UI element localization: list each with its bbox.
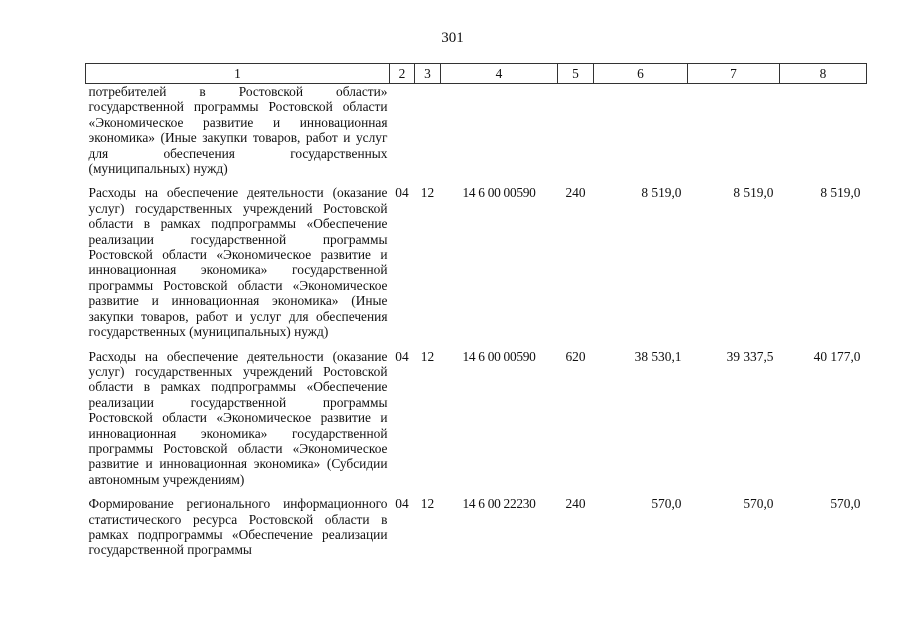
ministry-code: 04	[395, 185, 409, 201]
amount-year-1	[594, 84, 688, 186]
column-header: 1	[86, 64, 390, 84]
page-number: 301	[441, 30, 464, 46]
target-article-code: 14 6 00 22230	[462, 496, 536, 512]
column-header: 4	[441, 64, 558, 84]
column-header: 5	[558, 64, 594, 84]
expense-type-code	[558, 84, 594, 186]
table-row	[86, 496, 867, 567]
target-article-code: 14 6 00 00590	[462, 348, 536, 364]
expense-type-code: 240	[565, 185, 586, 201]
amount-year-2: 570,0	[743, 496, 774, 512]
section-code: 12	[420, 185, 435, 201]
amount-year-2: 39 337,5	[726, 348, 774, 364]
amount-year-2	[688, 84, 780, 186]
ministry-code	[390, 84, 415, 186]
table-row	[86, 185, 867, 348]
column-header: 7	[688, 64, 780, 84]
column-header: 8	[780, 64, 867, 84]
amount-year-1: 570,0	[651, 496, 682, 512]
section-code	[415, 84, 441, 186]
table-row	[86, 84, 867, 186]
row-description: Расходы на обеспечение деятельности (оказание услуг) государственных учреждений Ростовской области в рамках подпрограммы «Обеспечение реализации государственной программы Ростовской области «Экономическое развитие и инновационная экономика» государственной программы Ростовской области «Экономическое развитие и инновационная экономика» (Субсидии автономным учреждениям)	[88, 348, 388, 487]
amount-year-1: 38 530,1	[634, 348, 682, 364]
target-article-code: 14 6 00 00590	[462, 185, 536, 201]
table-row	[86, 349, 867, 497]
row-description: Формирование регионального информационного статистического ресурса Ростовской области в рамках подпрограммы «Обеспечение реализации государственной программы	[88, 496, 388, 558]
target-article-code	[441, 84, 558, 186]
amount-year-3: 570,0	[830, 496, 861, 512]
expense-type-code: 240	[565, 496, 586, 512]
expense-type-code: 620	[565, 348, 586, 364]
section-code: 12	[420, 348, 435, 364]
column-header: 3	[415, 64, 441, 84]
amount-year-2: 8 519,0	[733, 185, 774, 201]
ministry-code: 04	[395, 348, 409, 364]
table-header	[86, 64, 867, 84]
row-description: Расходы на обеспечение деятельности (оказание услуг) государственных учреждений Ростовской области в рамках подпрограммы «Обеспечение реализации государственной программы Ростовской области «Экономическое развитие и инновационная экономика» государственной программы Ростовской области «Экономическое развитие и инновационная экономика» (Иные закупки товаров, работ и услуг для обеспечения государственных (муниципальных) нужд)	[88, 185, 388, 340]
amount-year-3: 40 177,0	[813, 348, 861, 364]
column-header: 6	[594, 64, 688, 84]
amount-year-1: 8 519,0	[641, 185, 682, 201]
ministry-code: 04	[395, 496, 409, 512]
amount-year-3: 8 519,0	[820, 185, 861, 201]
row-description: потребителей в Ростовской области» государственной программы Ростовской области «Экономическое развитие и инновационная экономика» (Иные закупки товаров, работ и услуг для обеспечения государственных (муниципальных) нужд)	[88, 84, 388, 177]
column-header: 2	[390, 64, 415, 84]
budget-table	[85, 63, 867, 567]
amount-year-3	[780, 84, 867, 186]
section-code: 12	[420, 496, 435, 512]
